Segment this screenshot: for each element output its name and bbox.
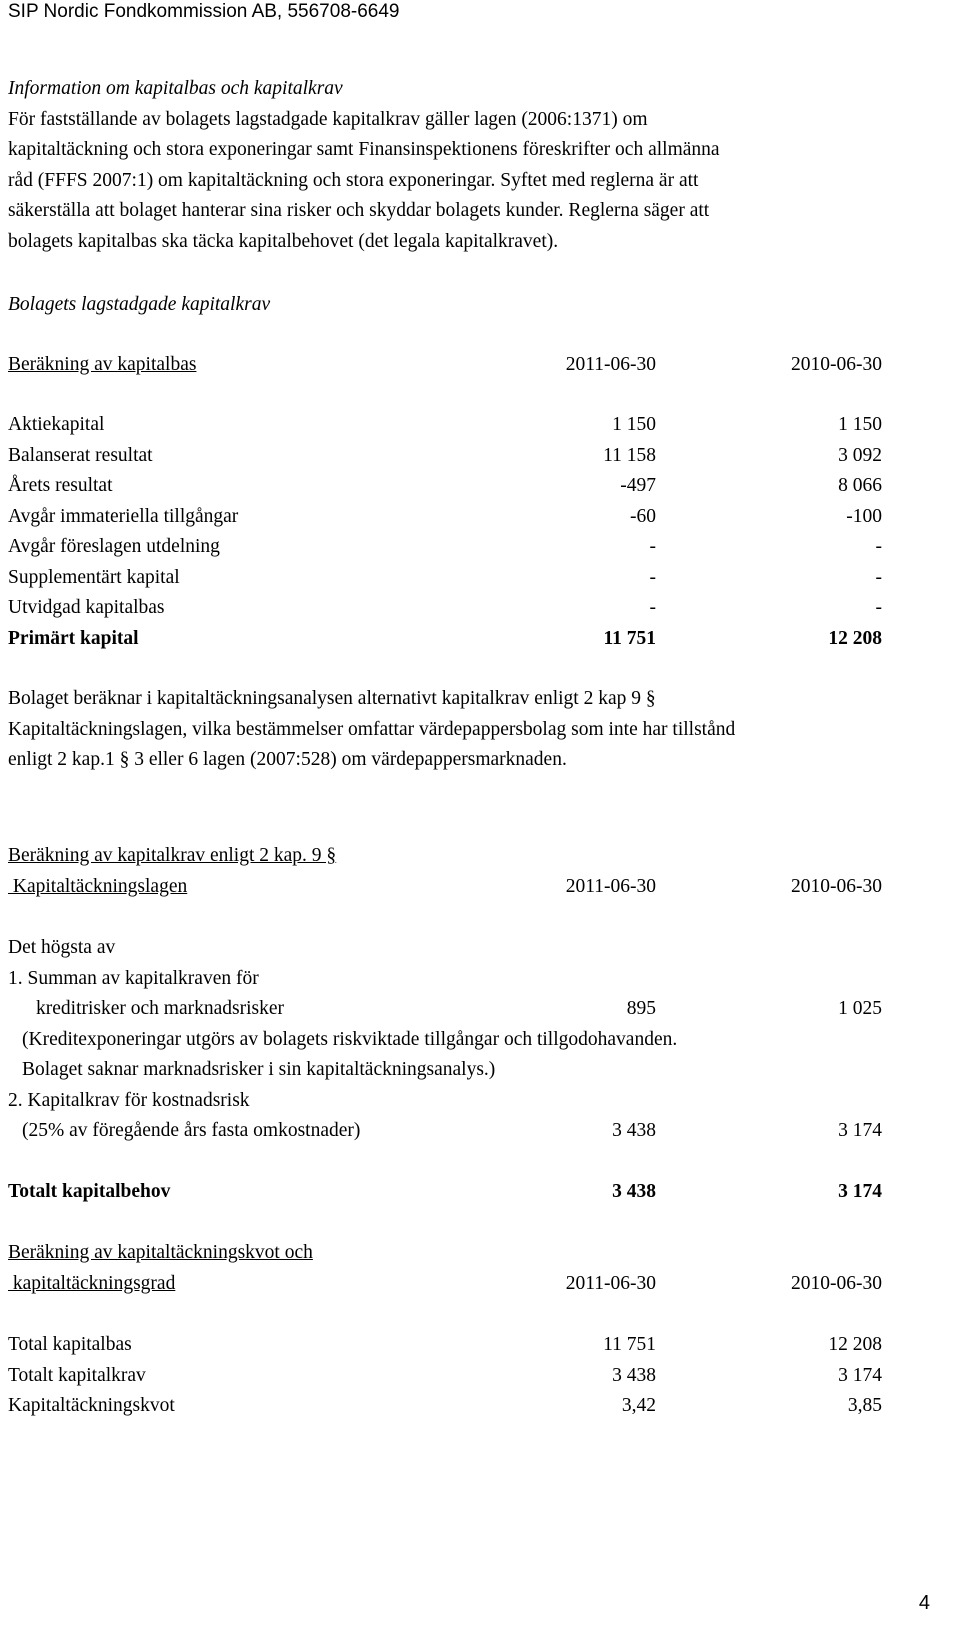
table-row	[8, 532, 888, 563]
row-value-2010: 1 150	[838, 414, 882, 435]
table-row	[8, 563, 888, 594]
table-row	[8, 593, 888, 624]
table-row	[8, 994, 888, 1025]
row-value-2011: -497	[620, 475, 656, 496]
table-row	[8, 1361, 888, 1392]
table-row	[8, 410, 888, 441]
row-value-2011: -60	[630, 505, 656, 527]
row-value-2011: 3 438	[612, 1120, 656, 1141]
row-value-2010: 3 092	[838, 444, 882, 466]
row-value-2010: -	[875, 536, 882, 557]
total-value-2011: 3 438	[612, 1181, 656, 1202]
row-value-2011: -	[649, 536, 656, 557]
info-line: bolagets kapitalbas ska täcka kapitalbehovet (det legala kapitalkravet).	[8, 230, 559, 252]
alternative-requirement-paragraph	[8, 684, 888, 776]
table-row	[8, 441, 888, 472]
row-label: Årets resultat	[8, 475, 113, 496]
capital-base-table-title: Beräkning av kapitalbas	[8, 354, 197, 375]
row-label: Totalt kapitalkrav	[8, 1364, 146, 1386]
row-label: Aktiekapital	[8, 414, 105, 435]
capital-requirement-table-header	[8, 841, 888, 902]
total-capital-need	[8, 1177, 888, 1208]
row-value-2010: -100	[846, 505, 882, 527]
column-header-2011: 2011-06-30	[565, 1272, 656, 1294]
column-header-2011: 2011-06-30	[565, 354, 656, 375]
paragraph-line: Bolaget beräknar i kapitaltäckningsanalysen alternativt kapitalkrav enligt 2 kap 9 §	[8, 688, 656, 709]
row-label: Balanserat resultat	[8, 444, 153, 466]
row-value-2011: 895	[626, 998, 656, 1019]
row-value-2010: 3 174	[838, 1364, 882, 1386]
item1-note: Bolaget saknar marknadsrisker i sin kapitaltäckningsanalys.)	[22, 1059, 496, 1080]
info-line: råd (FFFS 2007:1) om kapitaltäckning och stora exponeringar. Syftet med reglerna är att	[8, 169, 699, 191]
document-header: SIP Nordic Fondkommission AB, 556708-6649	[8, 1, 400, 22]
row-value-2011: 3,42	[621, 1395, 656, 1416]
row-label: Utvidgad kapitalbas	[8, 597, 165, 618]
row-value-2011: 11 158	[603, 444, 656, 466]
row-value-2011: 11 751	[603, 1334, 656, 1355]
capital-requirement-table	[8, 933, 888, 1147]
row-label: Total kapitalbas	[8, 1334, 132, 1355]
row-label: (25% av föregående års fasta omkostnader)	[22, 1120, 361, 1141]
capital-requirement-title-line2: Kapitaltäckningslagen	[8, 875, 188, 897]
total-label: Totalt kapitalbehov	[8, 1181, 171, 1202]
row-value-2010: 3,85	[847, 1395, 882, 1416]
row-value-2011: 1 150	[612, 414, 656, 435]
total-label: Primärt kapital	[8, 627, 139, 649]
row-value-2010: 3 174	[838, 1120, 882, 1141]
row-label: Avgår immateriella tillgångar	[8, 505, 239, 527]
capital-requirement-title-line1: Beräkning av kapitalkrav enligt 2 kap. 9 §	[8, 845, 337, 866]
total-value-2011: 11 751	[603, 627, 656, 649]
table-row	[8, 502, 888, 533]
table-row	[8, 1330, 888, 1361]
capital-base-table	[8, 410, 888, 654]
info-line: kapitaltäckning och stora exponeringar samt Finansinspektionens föreskrifter och allmänna	[8, 139, 720, 160]
row-value-2011: 3 438	[612, 1364, 656, 1386]
capital-ratio-table	[8, 1330, 888, 1422]
page-number: 4	[918, 1592, 930, 1614]
info-line: För fastställande av bolagets lagstadgade kapitalkrav gäller lagen (2006:1371) om	[8, 108, 648, 130]
section1-heading-block	[8, 290, 888, 321]
row-value-2010: 8 066	[838, 475, 882, 496]
capital-base-table-header	[8, 350, 888, 381]
column-header-2010: 2010-06-30	[791, 354, 882, 375]
info-title: Information om kapitalbas och kapitalkrav	[8, 78, 343, 99]
row-value-2011: -	[649, 597, 656, 618]
column-header-2011: 2011-06-30	[565, 875, 656, 897]
table-row	[8, 1116, 888, 1147]
total-value-2010: 12 208	[828, 627, 882, 649]
row-label: Supplementärt kapital	[8, 566, 180, 588]
paragraph-line: Kapitaltäckningslagen, vilka bestämmelser omfattar värdepappersbolag som inte har tillstånd	[8, 718, 736, 740]
row-value-2010: -	[875, 566, 882, 588]
total-row	[8, 1177, 888, 1208]
column-header-2010: 2010-06-30	[791, 1272, 882, 1294]
info-section	[8, 74, 888, 257]
row-value-2010: 1 025	[838, 998, 882, 1019]
row-label: kreditrisker och marknadsrisker	[36, 998, 284, 1019]
row-value-2010: -	[875, 597, 882, 618]
item1-note: (Kreditexponeringar utgörs av bolagets riskviktade tillgångar och tillgodohavanden.	[22, 1028, 678, 1050]
row-value-2010: 12 208	[828, 1334, 882, 1355]
column-header-2010: 2010-06-30	[791, 875, 882, 897]
info-line: säkerställa att bolaget hanterar sina risker och skyddar bolagets kunder. Reglerna säger att	[8, 200, 710, 221]
paragraph-line: enligt 2 kap.1 § 3 eller 6 lagen (2007:528) om värdepappersmarknaden.	[8, 749, 567, 770]
table-row	[8, 1391, 888, 1422]
row-label: Kapitaltäckningskvot	[8, 1395, 175, 1416]
total-row	[8, 624, 888, 655]
item1-title: 1. Summan av kapitalkraven för	[8, 967, 259, 989]
item2-title: 2. Kapitalkrav för kostnadsrisk	[8, 1089, 250, 1111]
row-label: Avgår föreslagen utdelning	[8, 536, 220, 557]
intro-line: Det högsta av	[8, 937, 116, 958]
capital-ratio-table-header	[8, 1238, 888, 1299]
total-value-2010: 3 174	[838, 1181, 882, 1202]
section1-title: Bolagets lagstadgade kapitalkrav	[8, 294, 271, 315]
capital-ratio-title-line2: kapitaltäckningsgrad	[8, 1272, 176, 1294]
row-value-2011: -	[649, 566, 656, 588]
capital-ratio-title-line1: Beräkning av kapitaltäckningskvot och	[8, 1242, 313, 1263]
table-row	[8, 471, 888, 502]
